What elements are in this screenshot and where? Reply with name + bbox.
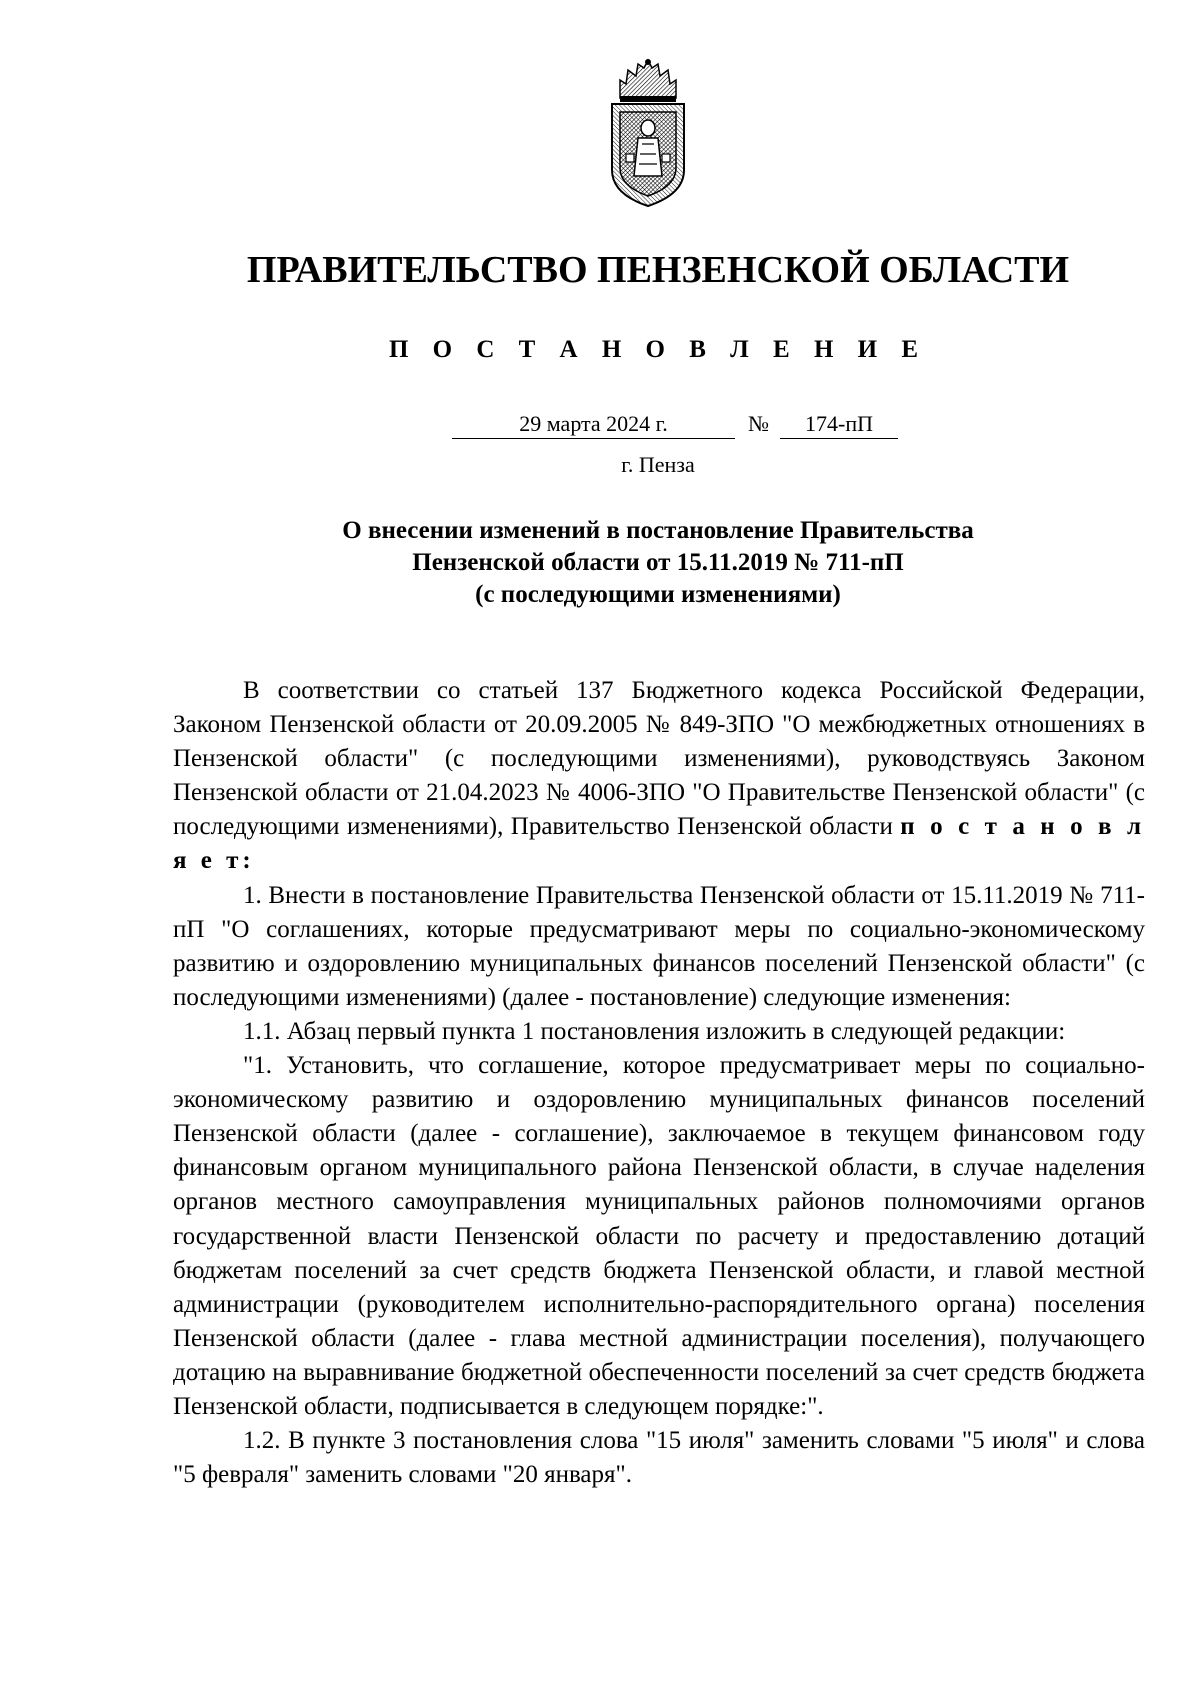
document-heading	[0, 515, 1200, 611]
document-number: 174-пП	[780, 410, 898, 439]
city: г. Пенза	[621, 452, 695, 477]
organization-title: ПРАВИТЕЛЬСТВО ПЕНЗЕНСКОЙ ОБЛАСТИ	[246, 249, 1070, 291]
coat-of-arms-icon	[606, 58, 690, 210]
number-sign: №	[748, 411, 769, 436]
document-date: 29 марта 2024 г.	[452, 410, 735, 439]
heading-line-1: О внесении изменений в постановление Правительства	[342, 517, 974, 544]
item-1-paragraph: 1. Внести в постановление Правительства Пензенской области от 15.11.2019 № 711-пП "О соглашениях, которые предусматривают меры по социально-экономическому развитию и оздоровлению муниципальных финансов поселений Пензенской области" (с последующими изменениями) (далее - постановление) следующие изменения:	[173, 881, 1145, 1011]
item-1-2-paragraph: 1.2. В пункте 3 постановления слова "15 июля" заменить словами "5 июля" и слова "5 февраля" заменить словами "20 января".	[173, 1427, 1145, 1489]
preamble-text: В соответствии со статьей 137 Бюджетного кодекса Российской Федерации, Законом Пензенской области от 20.09.2005 № 849-ЗПО "О межбюджетных отношениях в Пензенской области" (с последующими изменениями), руководствуясь Законом Пензенской области от 21.04.2023 № 4006-ЗПО "О Правительстве Пензенской области" (с последующими изменениями), Правительство Пензенской области	[173, 677, 1145, 841]
preamble-paragraph	[173, 674, 1145, 879]
date-number-line	[452, 410, 898, 444]
heading-line-3: (с последующими изменениями)	[475, 581, 841, 608]
document-type: П О С Т А Н О В Л Е Н И Е	[388, 336, 928, 363]
coat-of-arms-emblem	[606, 58, 690, 210]
heading-line-2: Пензенской области от 15.11.2019 № 711-пП	[412, 549, 904, 576]
resolves-word: п о с т а н о в л я е т:	[173, 813, 1146, 875]
item-1-1-paragraph: 1.1. Абзац первый пункта 1 постановления изложить в следующей редакции:	[243, 1017, 1066, 1045]
quote-paragraph: "1. Установить, что соглашение, которое предусматривает меры по социально-экономическому развитию и оздоровлению муниципальных финансов поселений Пензенской области (далее - соглашение), заключаемое в текущем финансовом году финансовым органом муниципального района Пензенской области, в случае наделения органов местного самоуправления муниципальных районов полномочиями органов государственной власти Пензенской области по расчету и предоставлению дотаций бюджетам поселений за счет средств бюджета Пензенской области, и главой местной администрации (руководителем исполнительно-распорядительного органа) поселения Пензенской области (далее - глава местной администрации поселения), получающего дотацию на выравнивание бюджетной обеспеченности поселений за счет средств бюджета Пензенской области, подписывается в следующем порядке:".	[173, 1052, 1145, 1420]
document-body	[173, 674, 1145, 1492]
